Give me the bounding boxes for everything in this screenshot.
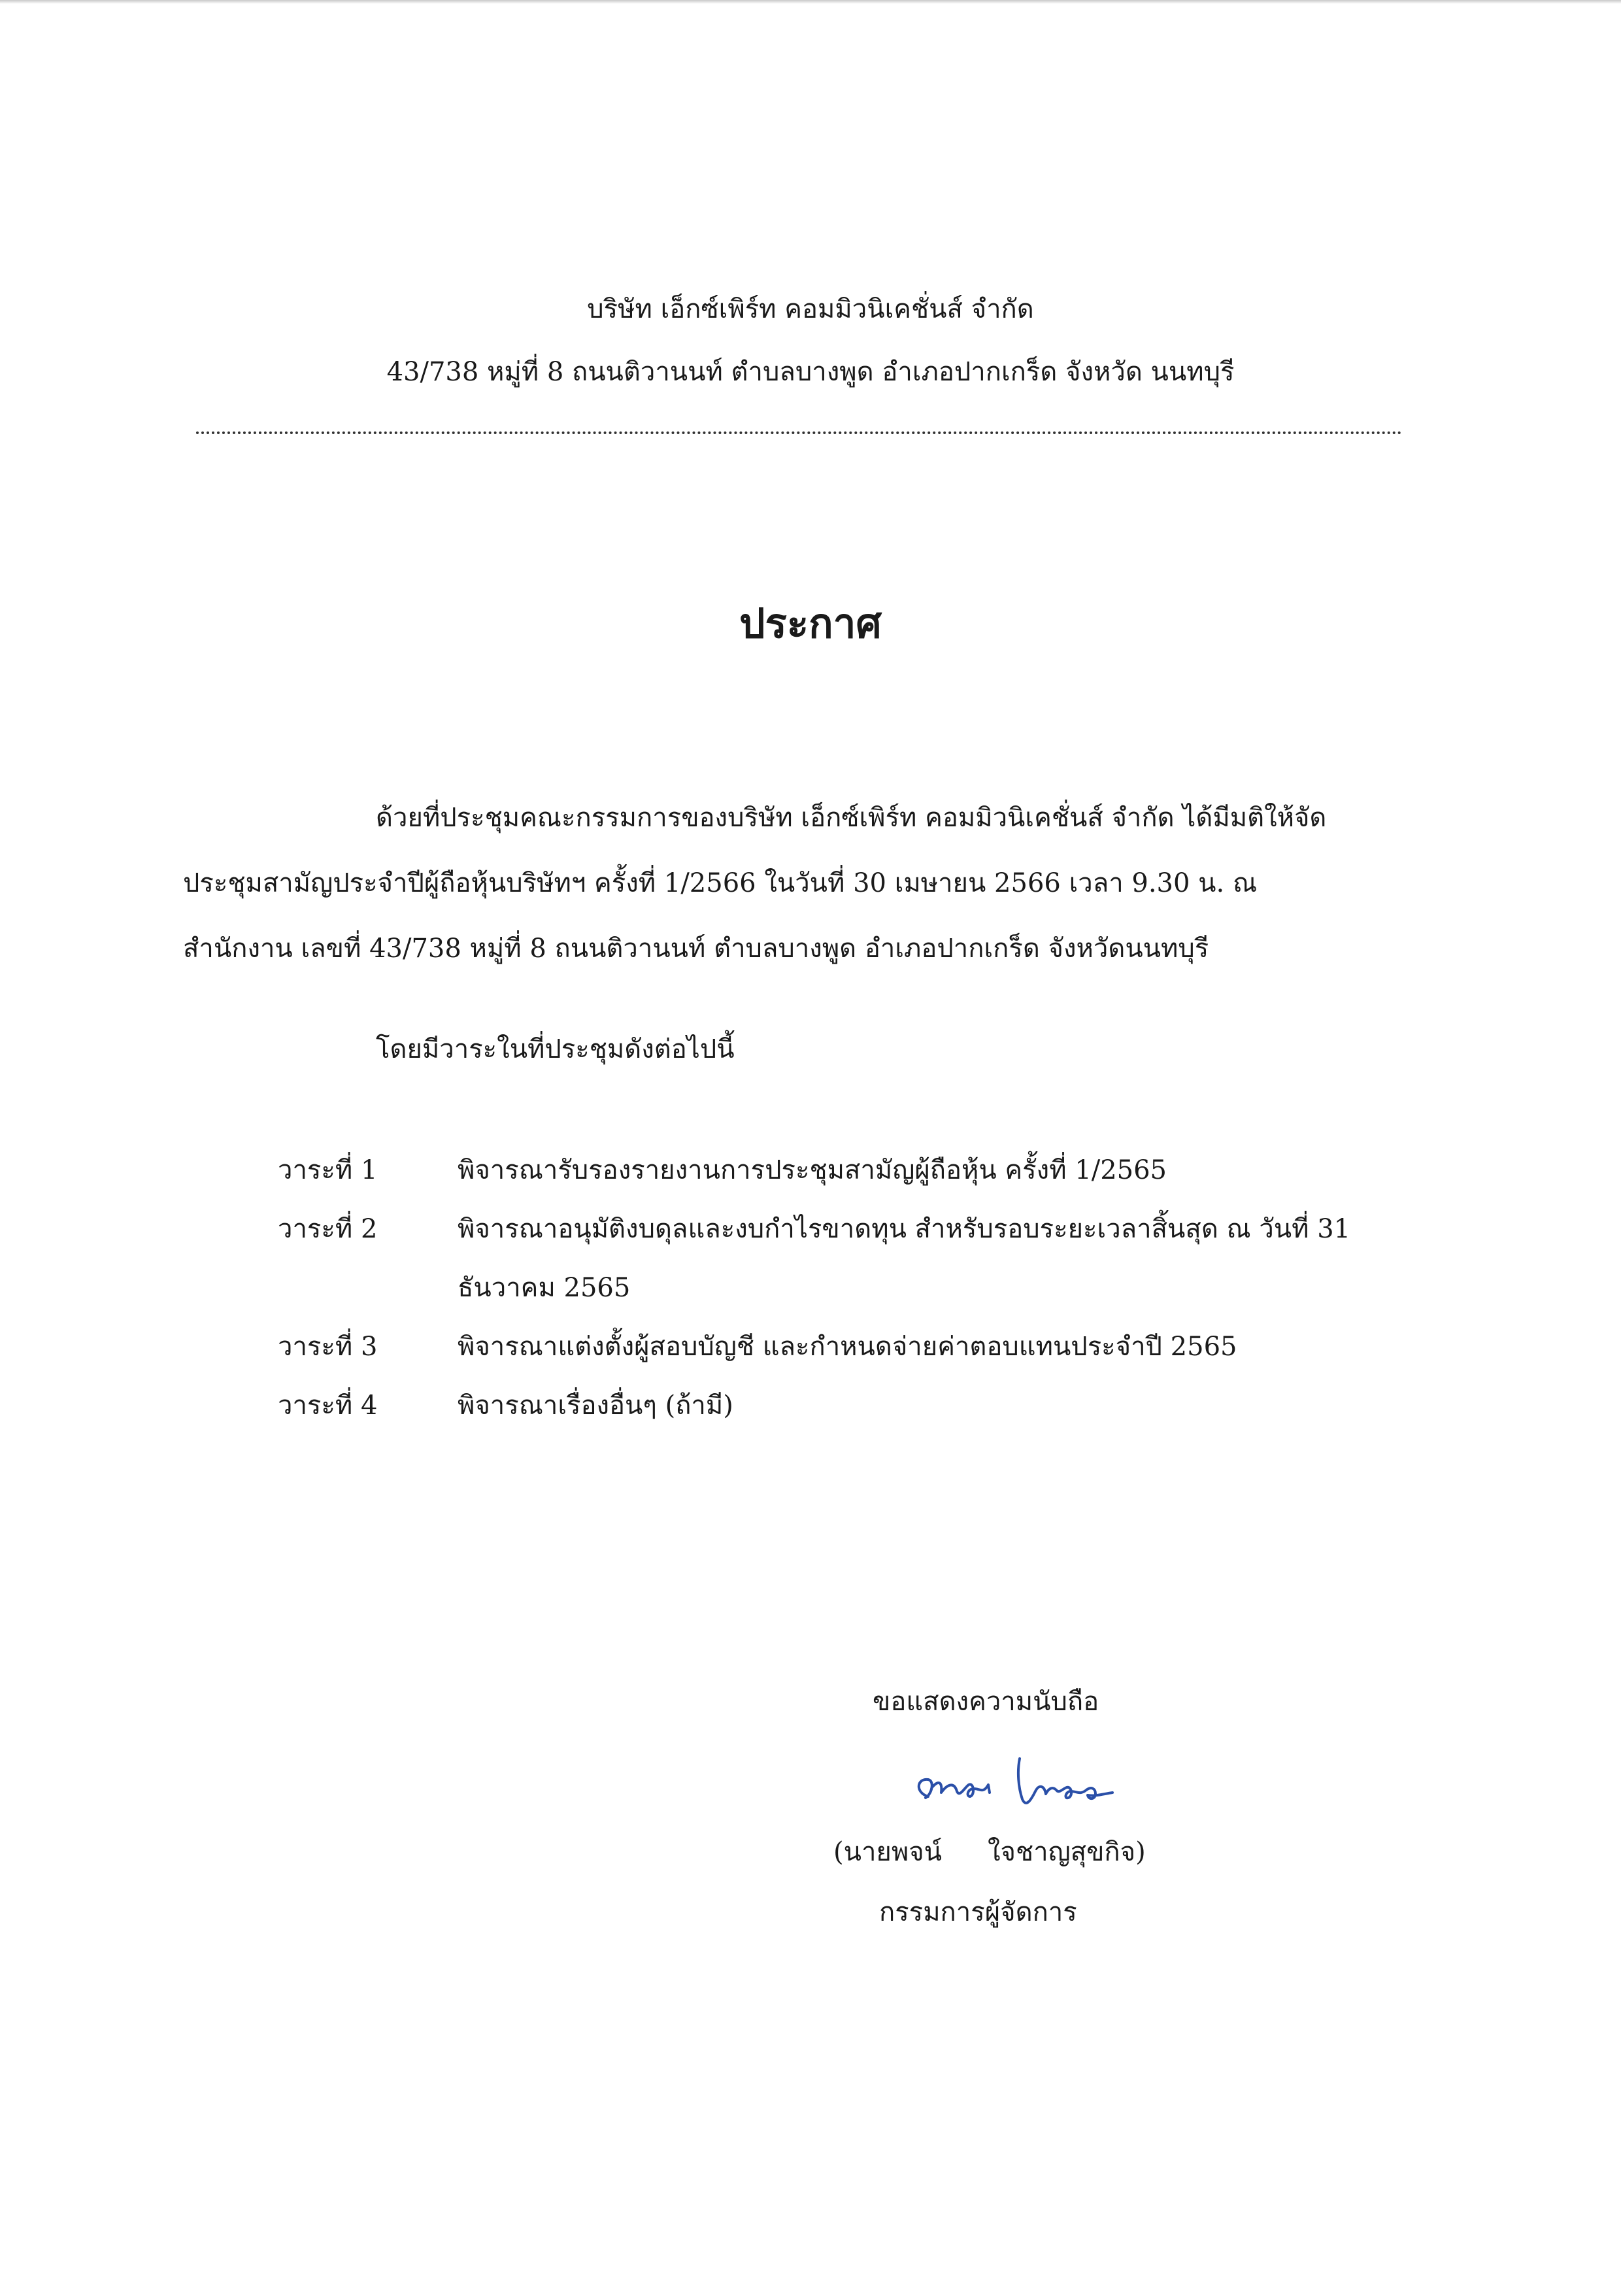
header-divider bbox=[196, 431, 1402, 434]
company-address: 43/738 หมู่ที่ 8 ถนนติวานนท์ ตำบลบางพูด อำเภอปากเกร็ด จังหวัด นนทบุรี bbox=[386, 357, 1235, 387]
agenda-intro: โดยมีวาระในที่ประชุมดังต่อไปนี้ bbox=[376, 1034, 735, 1064]
body-line-3: สำนักงาน เลขที่ 43/738 หมู่ที่ 8 ถนนติวานนท์ ตำบลบางพูด อำเภอปากเกร็ด จังหวัดนนทบุรี bbox=[183, 934, 1209, 964]
agenda-item-2-label: วาระที่ 2 bbox=[278, 1214, 378, 1244]
signer-position: กรรมการผู้จัดการ bbox=[879, 1897, 1077, 1927]
company-name: บริษัท เอ็กซ์เพิร์ท คอมมิวนิเคชั่นส์ จำกัด bbox=[587, 294, 1034, 324]
body-line-2: ประชุมสามัญประจำปีผู้ถือหุ้นบริษัทฯ ครั้งที่ 1/2566 ในวันที่ 30 เมษายน 2566 เวลา 9.30 น. ณ bbox=[183, 868, 1258, 898]
scan-edge bbox=[0, 0, 1621, 4]
agenda-item-2-text: พิจารณาอนุมัติงบดุลและงบกำไรขาดทุน สำหรับรอบระยะเวลาสิ้นสุด ณ วันที่ 31 bbox=[458, 1214, 1351, 1244]
signer-first-name: (นายพจน์ bbox=[833, 1837, 942, 1867]
agenda-item-3-text: พิจารณาแต่งตั้งผู้สอบบัญชี และกำหนดจ่ายค่าตอบแทนประจำปี 2565 bbox=[458, 1332, 1237, 1362]
agenda-item-4-text: พิจารณาเรื่องอื่นๆ (ถ้ามี) bbox=[458, 1391, 733, 1421]
agenda-item-3-label: วาระที่ 3 bbox=[278, 1332, 378, 1362]
handwritten-signature bbox=[902, 1746, 1137, 1824]
agenda-item-4-label: วาระที่ 4 bbox=[278, 1391, 378, 1421]
closing-regards: ขอแสดงความนับถือ bbox=[873, 1687, 1099, 1717]
agenda-item-1-text: พิจารณารับรองรายงานการประชุมสามัญผู้ถือหุ้น ครั้งที่ 1/2565 bbox=[458, 1155, 1167, 1185]
signer-name bbox=[833, 1831, 1146, 1872]
body-line-1: ด้วยที่ประชุมคณะกรรมการของบริษัท เอ็กซ์เพิร์ท คอมมิวนิเคชั่นส์ จำกัด ได้มีมติให้จัด bbox=[376, 803, 1327, 833]
agenda-item-1-label: วาระที่ 1 bbox=[278, 1155, 378, 1185]
signer-last-name: ใจชาญสุขกิจ) bbox=[988, 1837, 1146, 1867]
agenda-item-2-text-continued: ธันวาคม 2565 bbox=[458, 1273, 631, 1303]
document-title: ประกาศ bbox=[739, 599, 882, 647]
